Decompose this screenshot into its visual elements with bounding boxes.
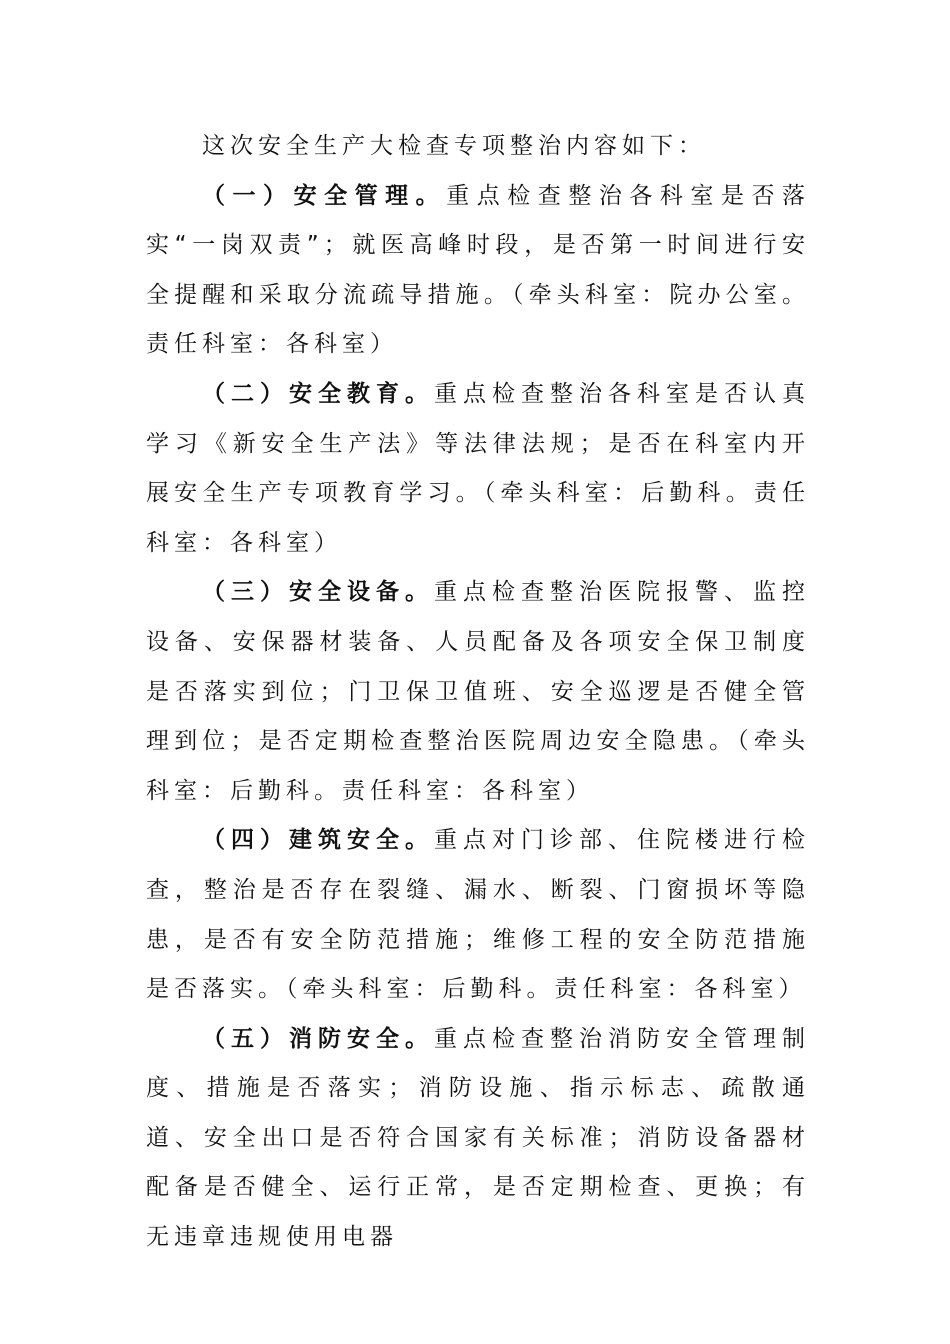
intro-paragraph xyxy=(146,122,810,172)
section-3-paragraph xyxy=(146,568,810,816)
section-2-paragraph xyxy=(146,370,810,568)
section-5-heading: （五）消防安全。 xyxy=(202,1025,434,1052)
section-2-body: 重点检查整治各科室是否认真学习《新安全生产法》等法律法规；是否在科室内开展安全生产专项教育学习。（牵头科室：后勤科。责任科室：各科室） xyxy=(146,380,810,556)
section-5-paragraph xyxy=(146,1015,810,1263)
section-1-body: 重点检查整治各科室是否落实“一岗双责”；就医高峰时段，是否第一时间进行安全提醒和采取分流疏导措施。（牵头科室：院办公室。责任科室：各科室） xyxy=(146,182,811,358)
section-4-paragraph xyxy=(146,816,810,1014)
section-4-heading: （四）建筑安全。 xyxy=(202,827,434,854)
section-2-heading: （二）安全教育。 xyxy=(202,380,434,407)
section-5-body: 重点检查整治消防安全管理制度、措施是否落实；消防设施、指示标志、疏散通道、安全出口是否符合国家有关标准；消防设备器材配备是否健全、运行正常，是否定期检查、更换；有无违章违规使用电器 xyxy=(146,1025,810,1251)
section-3-heading: （三）安全设备。 xyxy=(202,579,434,606)
intro-text: 这次安全生产大检查专项整治内容如下： xyxy=(202,133,706,159)
section-4-body: 重点对门诊部、住院楼进行检查，整治是否存在裂缝、漏水、断裂、门窗损坏等隐患，是否有安全防范措施；维修工程的安全防范措施是否落实。（牵头科室：后勤科。责任科室：各科室） xyxy=(146,827,810,1003)
section-1-heading: （一）安全管理。 xyxy=(202,182,447,209)
section-1-paragraph xyxy=(146,172,810,370)
section-3-body: 重点检查整治医院报警、监控设备、安保器材装备、人员配备及各项安全保卫制度是否落实到位；门卫保卫值班、安全巡逻是否健全管理到位；是否定期检查整治医院周边安全隐患。（牵头科室：后勤科。责任科室：各科室） xyxy=(146,579,810,804)
document-body xyxy=(146,122,810,1263)
